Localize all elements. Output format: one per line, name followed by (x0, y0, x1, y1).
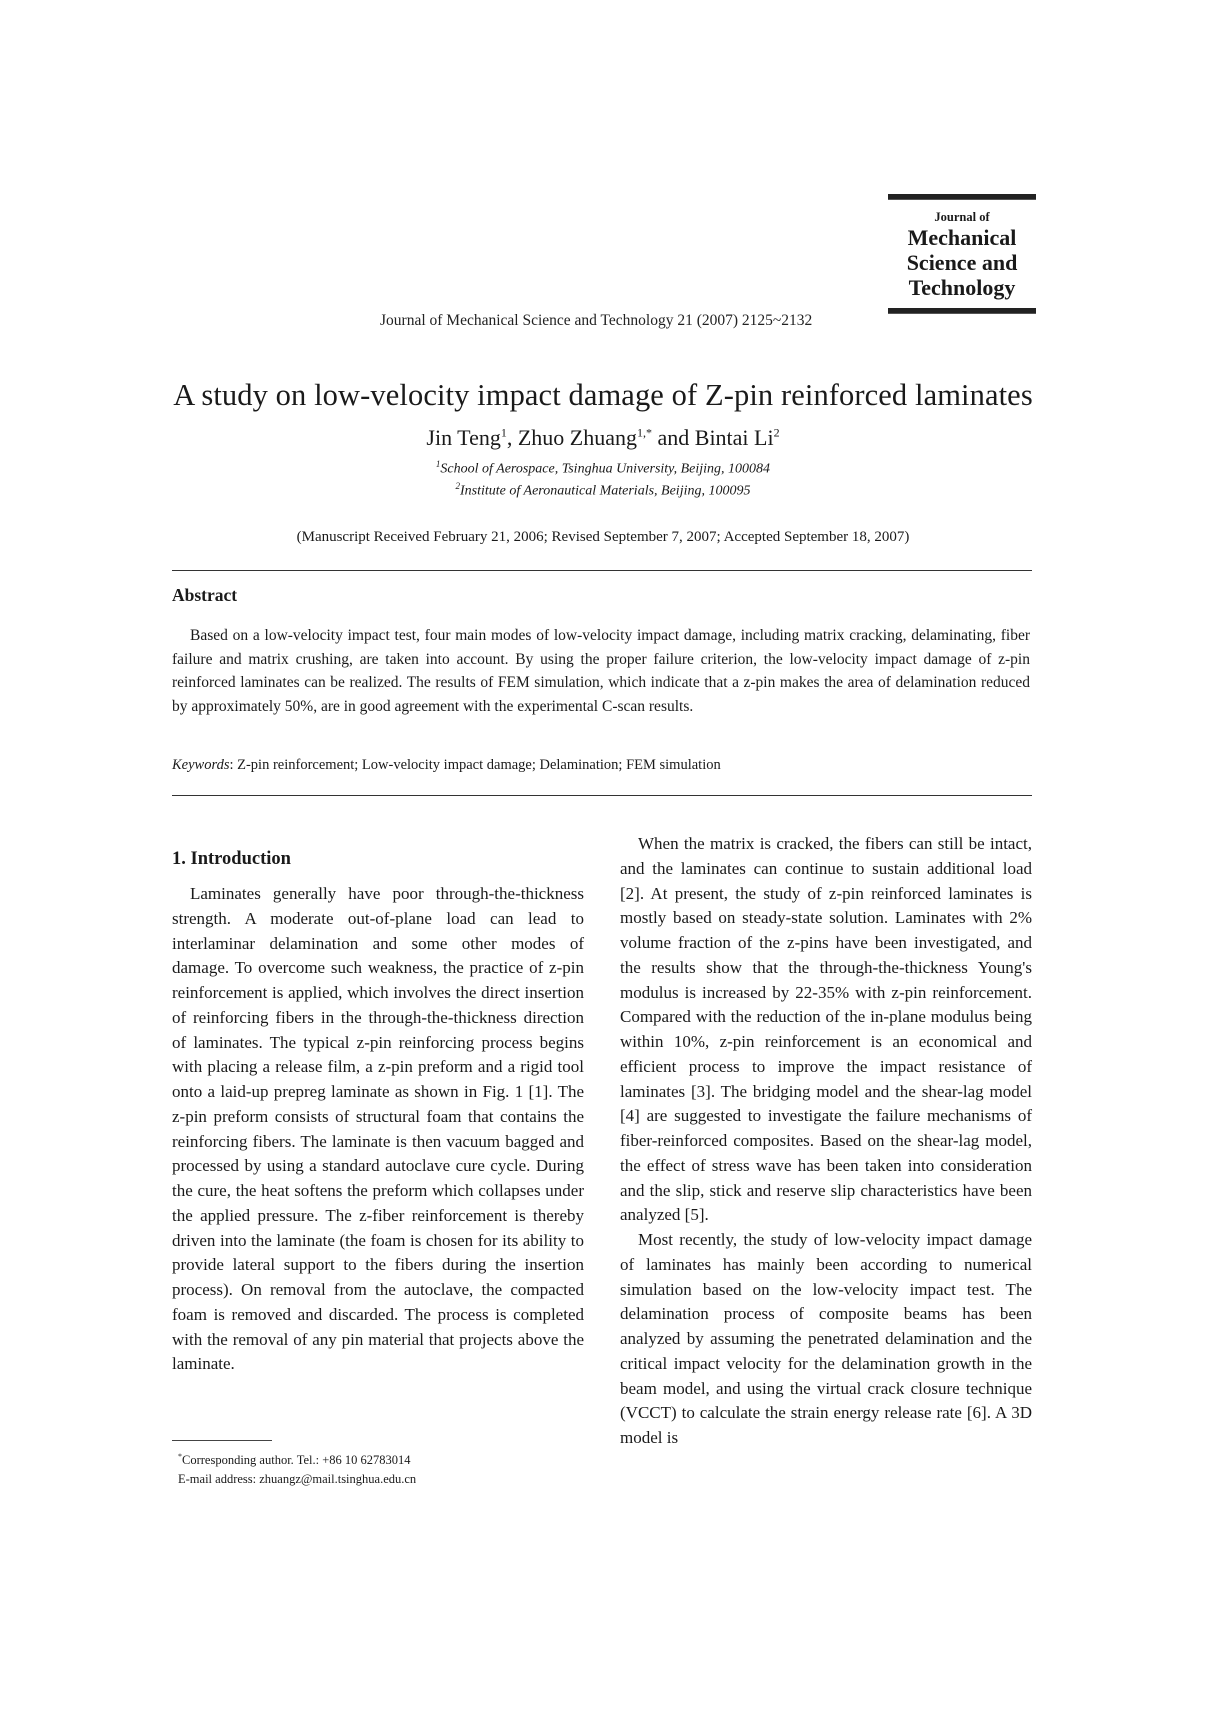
footnote-author-text: Corresponding author. Tel.: +86 10 62783014 (182, 1453, 411, 1468)
logo-journal-of: Journal of (934, 210, 990, 224)
author-affiliation-marker: 1,* (637, 425, 652, 440)
footnote-email: E-mail address: zhuangz@mail.tsinghua.edu.cn (178, 1472, 417, 1487)
author-separator: and (652, 425, 695, 450)
keywords-label: Keywords (172, 757, 230, 773)
author-affiliation-marker: 1 (500, 425, 507, 440)
affiliation (0, 481, 1206, 500)
keywords-separator: : (229, 757, 238, 773)
keywords-list: Z-pin reinforcement; Low-velocity impact damage; Delamination; FEM simulation (237, 757, 721, 773)
body-paragraph: Laminates generally have poor through-the-thickness strength. A moderate out-of-plane load can lead to interlaminar delamination and some other modes of damage. To overcome such weakness, the practice of z-pin reinforcement is applied, which involves the direct insertion of reinforcing fibers in the through-the-thickness direction of laminates. The typical z-pin reinforcing process begins with placing a release film, a z-pin preform and a rigid tool onto a laid-up prepreg laminate as shown in Fig. 1 [1]. The z-pin preform consists of structural foam that contains the reinforcing fibers. The laminate is then vacuum bagged and processed by using a standard autoclave cure cycle. During the cure, the heat softens the preform which collapses under the applied pressure. The z-fiber reinforcement is thereby driven into the laminate (the foam is chosen for its ability to provide lateral support to the fibers during the insertion process). On removal from the autoclave, the compacted foam is removed and discarded. The process is completed with the removal of any pin material that projects above the laminate. (172, 884, 584, 1374)
footnotes (178, 1447, 416, 1489)
journal-logo (888, 194, 1036, 314)
divider (172, 795, 1032, 796)
affiliation (0, 459, 1206, 478)
logo-top-rule (888, 194, 1036, 200)
logo-bottom-rule (888, 308, 1036, 314)
abstract-heading: Abstract (172, 585, 238, 605)
manuscript-dates: (Manuscript Received February 21, 2006; Revised September 7, 2007; Accepted September 18, 2007) (296, 529, 910, 545)
affiliation-marker: 2 (455, 481, 460, 491)
logo-line-technology: Technology (908, 275, 1016, 300)
author-list (0, 425, 1206, 451)
affiliation-text: Institute of Aeronautical Materials, Beijing, 100095 (460, 483, 751, 499)
author-name: Bintai Li (694, 425, 774, 450)
author-separator: , (506, 425, 518, 450)
logo-line-mechanical: Mechanical (907, 225, 1017, 250)
logo-line-science: Science and (906, 250, 1018, 275)
author-name: Jin Teng (426, 425, 501, 450)
keywords (172, 757, 721, 774)
affiliation-marker: 1 (435, 459, 441, 469)
body-paragraph: When the matrix is cracked, the fibers can still be intact, and the laminates can continue to sustain additional load [2]. At present, the study of z-pin reinforced laminates is mostly based on steady-state solution. Laminates with 2% volume fraction of the z-pins have been investigated, and the results show that the through-the-thickness Young's modulus is increased by 22-35% with z-pin reinforcement. Compared with the reduction of the in-plane modulus being within 10%, z-pin reinforcement is an economical and efficient process to improve the impact resistance of laminates [3]. The bridging model and the shear-lag model [4] are suggested to investigate the failure mechanisms of fiber-reinforced composites. Based on the shear-lag model, the effect of stress wave has been taken into consideration and the slip, stick and reserve slip characteristics have been analyzed [5]. (620, 834, 1032, 1225)
body-paragraph: Most recently, the study of low-velocity impact damage of laminates has mainly been according to numerical simulation based on the low-velocity impact test. The delamination process of composite beams has been analyzed by assuming the penetrated delamination and the critical impact velocity for the delamination growth in the beam model, and using the virtual crack closure technique (VCCT) to calculate the strain energy release rate [6]. A 3D model is (620, 1230, 1032, 1447)
footnote-divider (172, 1440, 272, 1441)
running-head: Journal of Mechanical Science and Technology 21 (2007) 2125~2132 (380, 312, 813, 329)
left-column (172, 838, 584, 1377)
footnote-corresponding-author (178, 1447, 416, 1470)
paper-title: A study on low-velocity impact damage of Z-pin reinforced laminates (173, 378, 1033, 412)
author-affiliation-marker: 2 (773, 425, 780, 440)
divider (172, 570, 1032, 571)
right-column (620, 832, 1032, 1451)
section-heading: 1. Introduction (172, 849, 291, 869)
footnote-marker: * (178, 1452, 182, 1461)
affiliation-text: School of Aerospace, Tsinghua University, Beijing, 100084 (440, 461, 771, 477)
abstract-body: Based on a low-velocity impact test, four main modes of low-velocity impact damage, including matrix cracking, delaminating, fiber failure and matrix crushing, are taken into account. By using the proper failure criterion, the low-velocity impact damage of z-pin reinforced laminates can be realized. The results of FEM simulation, which indicate that a z-pin makes the area of delamination reduced by approximately 50%, are in good agreement with the experimental C-scan results. (172, 627, 1030, 715)
author-name: Zhuo Zhuang (517, 425, 637, 450)
